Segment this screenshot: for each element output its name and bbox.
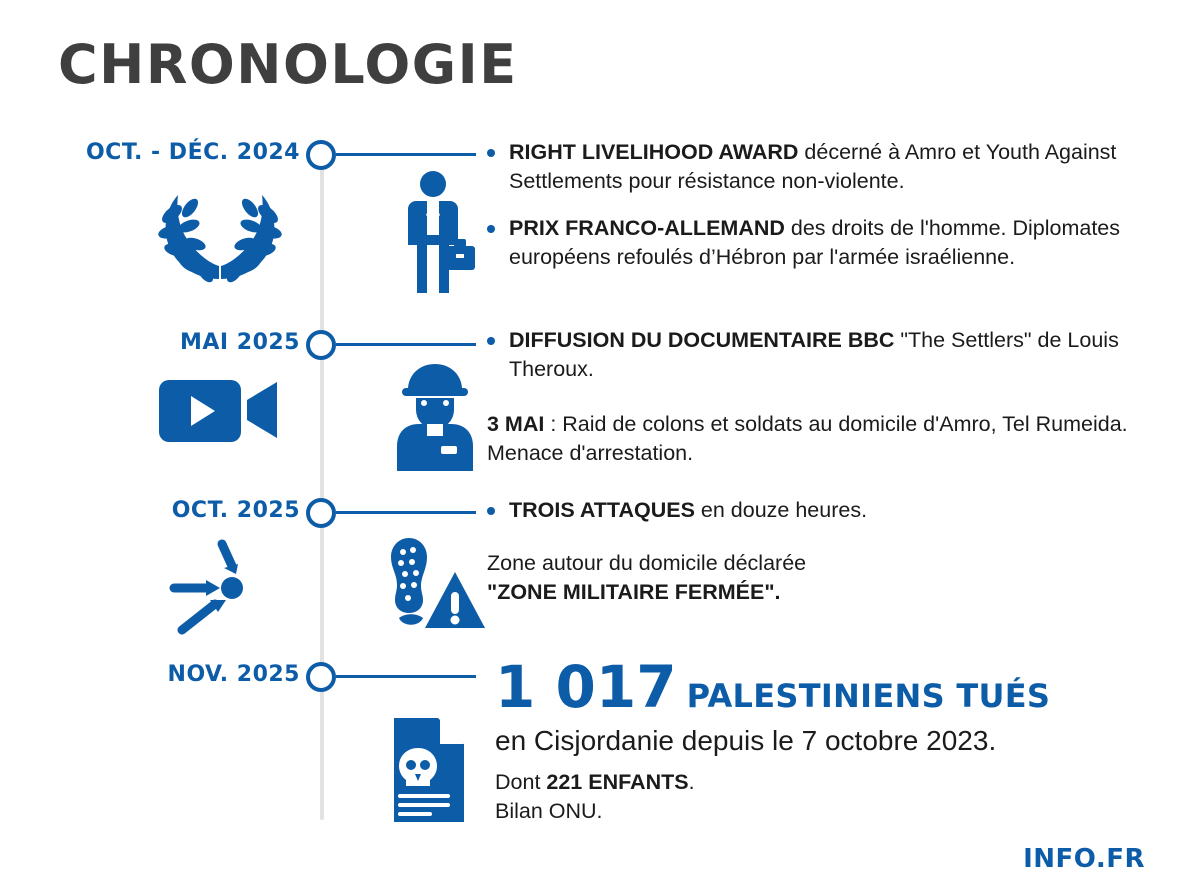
timeline-connector-3: [336, 511, 476, 514]
figure-number: 1 017: [495, 653, 677, 721]
timeline-rail: [320, 140, 324, 820]
video-camera-icon: [140, 368, 300, 458]
item-rest: des droits de l'homme. Diplomates européens refoulés d’Hébron par l'armée israélienne.: [509, 216, 1121, 269]
timeline-node-4: [306, 662, 336, 692]
timeline-node-3: [306, 498, 336, 528]
item-strong-end: "ZONE MILITAIRE FERMÉE".: [487, 580, 781, 604]
figure-detail-strong: 221 ENFANTS: [546, 770, 689, 794]
item-strong: 3 MAI: [487, 412, 545, 436]
item-strong: PRIX FRANCO-ALLEMAND: [509, 216, 785, 240]
list-item: [487, 214, 1147, 272]
converging-arrows-target-icon: [140, 530, 300, 650]
timeline-date-wrap-3: [35, 498, 300, 528]
item-rest: "The Settlers" de Louis Theroux.: [509, 328, 1119, 381]
page-title: CHRONOLOGIE: [58, 33, 518, 96]
item-rest: décerné à Amro et Youth Against Settlements pour résistance non-violente.: [509, 140, 1117, 193]
headline-figure: [495, 653, 1185, 721]
timeline-date-4: NOV. 2025: [167, 662, 300, 687]
item-strong: DIFFUSION DU DOCUMENTAIRE BBC: [509, 328, 895, 352]
list-item: [487, 496, 1147, 525]
figure-detail-suffix: .: [688, 770, 695, 794]
item-rest: en douze heures.: [694, 498, 868, 522]
skull-document-icon: [375, 714, 485, 831]
item-rest: Zone autour du domicile déclarée: [487, 551, 807, 575]
timeline-content-4: [495, 653, 1185, 826]
timeline-date-1: OCT. - DÉC. 2024: [85, 140, 300, 165]
item-rest: : Raid de colons et soldats au domicile d'Amro, Tel Rumeida. Menace d'arrestation.: [487, 412, 1128, 465]
list-item: [487, 549, 1147, 607]
list-item: [487, 326, 1147, 384]
item-strong: TROIS ATTAQUES: [509, 498, 695, 522]
timeline-date-3: OCT. 2025: [171, 498, 300, 523]
timeline-date-2: MAI 2025: [180, 330, 300, 355]
list-item: [487, 138, 1147, 196]
timeline-node-1: [306, 140, 336, 170]
timeline-connector-1: [336, 153, 476, 156]
settler-worker-icon: [380, 358, 490, 478]
laurel-wreath-icon: [140, 178, 300, 293]
figure-detail-prefix: Dont: [495, 770, 547, 794]
timeline-date-wrap-1: [35, 140, 300, 170]
timeline-connector-2: [336, 343, 476, 346]
figure-source: Bilan ONU.: [495, 799, 603, 823]
timeline-date-wrap-4: [35, 662, 300, 692]
figure-label: PALESTINIENS TUÉS: [686, 677, 1051, 715]
timeline-node-2: [306, 330, 336, 360]
timeline-content-3: [487, 496, 1147, 607]
timeline-connector-4: [336, 675, 476, 678]
timeline-date-wrap-2: [35, 330, 300, 360]
boot-print-warning-icon: [380, 534, 490, 644]
site-logo: INFO.FR: [1023, 844, 1145, 874]
item-strong: RIGHT LIVELIHOOD AWARD: [509, 140, 799, 164]
diplomat-with-briefcase-icon: [380, 168, 490, 308]
figure-subtitle: en Cisjordanie depuis le 7 octobre 2023.: [495, 725, 997, 756]
timeline-content-1: [487, 138, 1147, 276]
list-item: [487, 410, 1147, 468]
timeline-content-2: [487, 326, 1147, 468]
figure-detail: [495, 768, 1185, 797]
